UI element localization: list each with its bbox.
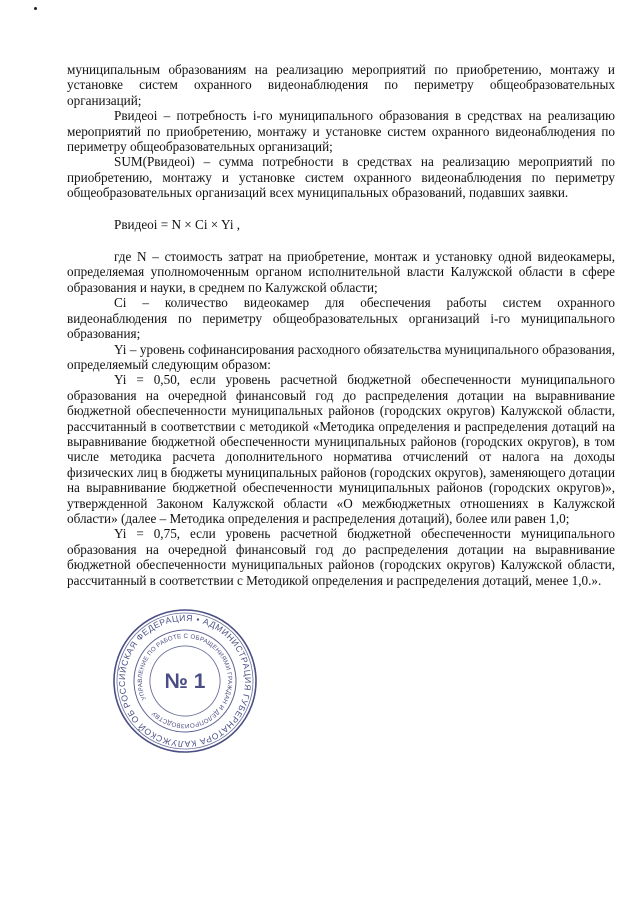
paragraph-definition-n: где N – стоимость затрат на приобретение, монтаж и установку одной видеокамеры, определяемая уполномоченным органом исполнительной власти Калужской области в сфере образования и науки, в среднем по Калужской области; — [67, 249, 615, 295]
seal-number: № 1 — [164, 670, 206, 693]
official-seal-stamp — [110, 606, 260, 756]
formula-line: Pвидеоi = N × Ci × Yi , — [114, 216, 241, 232]
paragraph-definition-pvideo: Pвидеоi – потребность i-го муниципального образования в средствах на реализацию мероприятий по приобретению, монтажу и установке систем охранного видеонаблюдения по периметру общеобразовательных организаций; — [67, 108, 615, 155]
document-body — [67, 62, 615, 588]
seal-graphic — [110, 606, 260, 756]
scan-speck — [34, 7, 37, 10]
seal-outer-text: РОССИЙСКАЯ ФЕДЕРАЦИЯ • АДМИНИСТРАЦИЯ ГУБЕРНАТОРА КАЛУЖСКОЙ ОБЛАСТИ — [116, 612, 254, 750]
paragraph-yi-050: Yi = 0,50, если уровень расчетной бюджетной обеспеченности муниципального образования на очередной финансовый год до распределения дотации на выравнивание бюджетной обеспеченности муниципальных районов (городских округов) Калужской области, рассчитанный в соответствии с методикой «Методика определения и распределения дотаций на выравнивание бюджетной обеспеченности муниципальных районов (городских округов), в том числе методика расчета дополнительного норматива отчислений от налога на доходы физических лиц в бюджеты муниципальных районов (городских округов), заменяющего дотации на выравнивание бюджетной обеспеченности муниципальных районов (городских округов)», утвержденной Законом Калужской области «О межбюджетных отношениях в Калужской области» (далее – Методика определения и распределения дотаций), более или равен 1,0; — [67, 372, 615, 526]
paragraph-definition-ci: Ci – количество видеокамер для обеспечения работы систем охранного видеонаблюдения по периметру общеобразовательных организаций i-го муниципального образования; — [67, 295, 615, 342]
paragraph-definition-sum: SUM(Pвидеоi) – сумма потребности в средствах на реализацию мероприятий по приобретению, монтажу и установке систем охранного видеонаблюдения по периметру общеобразовательных организаций всех муниципальных образований, подавших заявки. — [67, 154, 615, 201]
paragraph-definition-yi: Yi – уровень софинансирования расходного обязательства муниципального образования, определяемый следующим образом: — [67, 341, 615, 372]
seal-inner-text: УПРАВЛЕНИЕ ПО РАБОТЕ С ОБРАЩЕНИЯМИ ГРАЖДАН И ДЕЛОПРОИЗВОДСТВУ — [136, 632, 234, 730]
paragraph-continuation: муниципальным образованиям на реализацию мероприятий по приобретению, монтажу и установке систем охранного видеонаблюдения по периметру общеобразовательных организаций; — [67, 62, 615, 108]
paragraph-yi-075: Yi = 0,75, если уровень расчетной бюджетной обеспеченности муниципального образования на очередной финансовый год до распределения дотации на выравнивание бюджетной обеспеченности муниципальных районов (городских округов) Калужской области, рассчитанный в соответствии с Методикой определения и распределения дотаций, менее 1,0.». — [67, 526, 615, 588]
